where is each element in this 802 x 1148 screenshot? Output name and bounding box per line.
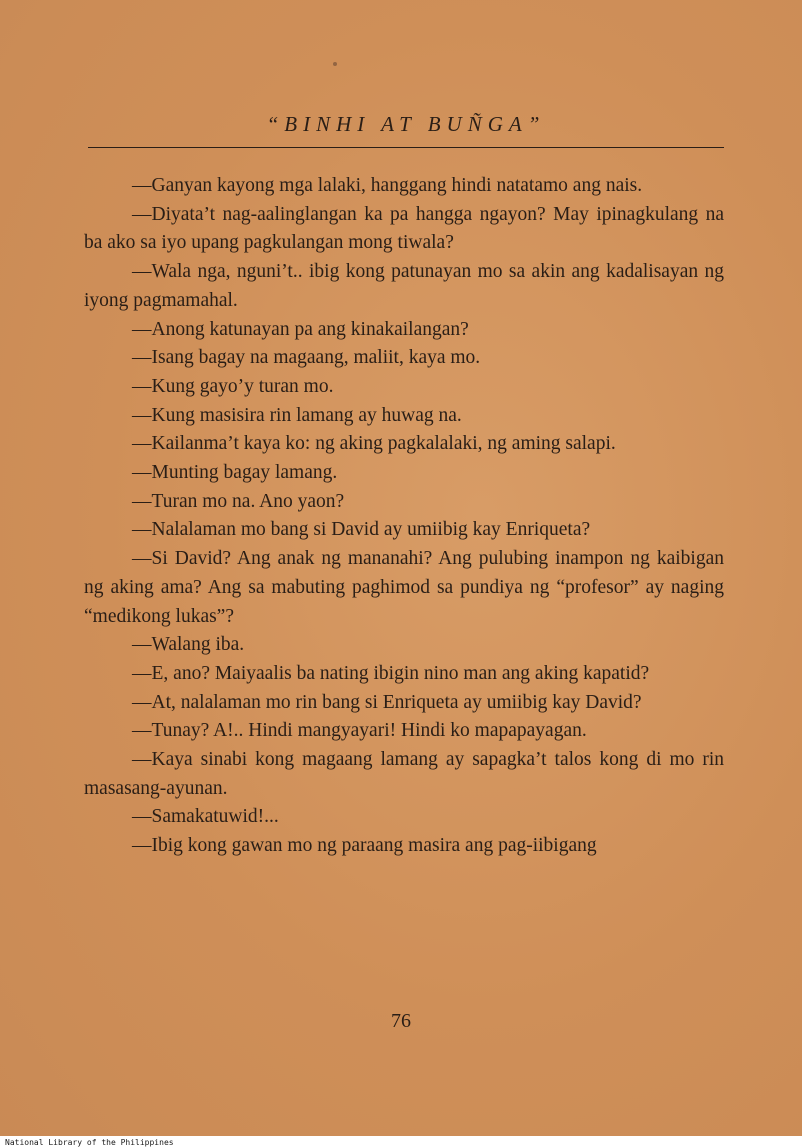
paragraph: —Turan mo na. Ano yaon?	[132, 490, 345, 512]
paragraph: —Munting bagay lamang.	[132, 462, 338, 484]
paragraph: —Kaya sinabi kong magaang lamang ay sapagka’t talos kong di mo rin masasang-ayunan.	[84, 749, 724, 799]
paragraph: —Nalalaman mo bang si David ay umiibig kay Enriqueta?	[132, 519, 591, 541]
page-number: 76	[391, 1010, 411, 1032]
paragraph: —Samakatuwid!...	[132, 806, 279, 828]
paragraph: —Wala nga, nguni’t.. ibig kong patunayan mo sa akin ang kadalisayan ng iyong pagmamahal.	[84, 261, 724, 311]
paragraph: —At, nalalaman mo rin bang si Enriqueta ay umiibig kay David?	[132, 691, 642, 713]
paragraph: —Kailanma’t kaya ko: ng aking pagkalalaki, ng aming salapi.	[132, 433, 616, 455]
header-rule	[88, 147, 724, 148]
ink-speck	[333, 62, 337, 66]
paragraph: —Diyata’t nag-aalinglangan ka pa hangga ngayon? May ipinagkulang na ba ako sa iyo upang pagkulangan mong tiwala?	[84, 203, 724, 254]
paragraph: —Tunay? A!.. Hindi mangyayari! Hindi ko mapapayagan.	[132, 720, 587, 742]
paragraph: —Walang iba.	[132, 634, 245, 656]
paragraph: —Kung gayo’y turan mo.	[132, 375, 334, 397]
running-header: “BINHI AT BUÑGA”	[266, 112, 546, 136]
library-credit: National Library of the Philippines	[2, 1137, 177, 1148]
paragraph: —Anong katunayan pa ang kinakailangan?	[132, 318, 469, 340]
paragraph: —Si David? Ang anak ng mananahi? Ang pulubing inampon ng kaibigan ng aking ama? Ang sa mabuting paghimod sa pundiya ng “profesor” ay naging “medikong lukas”?	[84, 548, 724, 627]
page-body	[84, 172, 724, 861]
paragraph: —E, ano? Maiyaalis ba nating ibigin nino man ang aking kapatid?	[132, 662, 650, 684]
paragraph: —Kung masisira rin lamang ay huwag na.	[132, 404, 462, 426]
paragraph: —Isang bagay na magaang, maliit, kaya mo.	[132, 347, 481, 369]
paragraph: —Ibig kong gawan mo ng paraang masira ang pag-iibigang	[132, 835, 597, 857]
paragraph: —Ganyan kayong mga lalaki, hanggang hindi natatamo ang nais.	[132, 175, 643, 196]
